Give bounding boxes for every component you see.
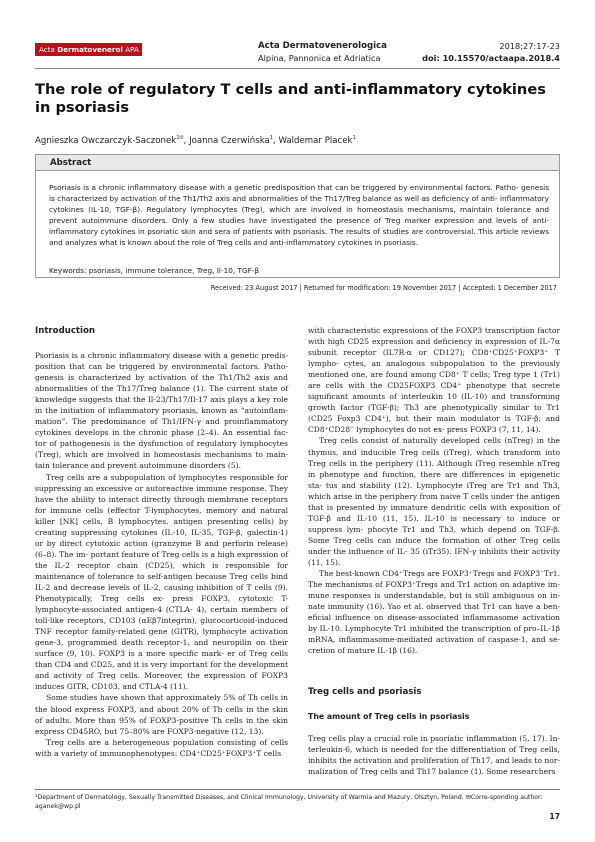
- author-name: Waldemar Placek: [278, 135, 353, 146]
- author-name: Joanna Czerwińska: [189, 135, 270, 146]
- logo-prefix: Acta: [39, 45, 58, 54]
- article-title: The role of regulatory T cells and anti-inflammatory cytokines in psoriasis: [35, 81, 546, 116]
- footnote-divider: [35, 789, 560, 790]
- paragraph: Treg cells are a subpopulation of lymphocytes responsible for suppressing an excessive or autoreactive immune response. They have the ability to interact directly through membrane receptors for immune cells (effector T-lymphocytes, memory and natural killer [NK] cells, B lymphocytes, antigen presenting cells) by creating suppressing cytokines (IL-10, IL-35, TGF-β, galectin-1) or by direct cytotoxic action (granzyme B and perforin release) (6–8). The im- portant feature of Treg cells is a high expression of the IL-2 receptor chain (CD25), which is responsible for maintenance of tolerance to self-antigen because Treg cells bind IL-2 and decrease levels of IL-2, causing inhibition of T cells (9). Phenotypically, Treg cells ex- press FOXP3, cytotoxic T-lymphocyte-associated antigen-4 (CTLA- 4), certain members of toll-like receptors, CD103 (αEβ7integrin), glucocorticoid-induced TNF receptor family-related gene (GITR), lymphocyte activation gene-3, programmed death receptor-1, and neuropilin on their surface (9, 10). FOXP3 is a more specific mark- er of Treg cells than CD4 and CD25, and it is very important for the development and activity of Treg cells. Moreover, the expression of FOXP3 induces GITR, CD103, and CTLA-4 (11).: [35, 472, 288, 692]
- doi-link[interactable]: doi: 10.15570/actaapa.2018.4: [422, 53, 560, 63]
- logo-suffix: APA: [122, 45, 139, 54]
- right-column-bottom: [308, 733, 560, 777]
- left-column: [35, 350, 288, 759]
- journal-name: Acta Dermatovenerologica: [258, 41, 387, 51]
- subsection-heading-amount: The amount of Treg cells in psoriasis: [308, 712, 470, 721]
- footnote: ¹Department of Dermatology, Sexually Transmitted Diseases, and Clinical Immunology, University of Warmia and Mazury, Olsztyn, Poland. ✉Corre-sponding author: aganek@wp.pl: [35, 794, 543, 810]
- section-heading-treg: Treg cells and psoriasis: [308, 687, 422, 697]
- paragraph: Treg cells play a crucial role in psoriatic inflammation (5, 17). In- terleukin-6, which is needed for the differentiation of Treg cells, inhibits the activation and proliferation of Th17, and leads to nor- malization of Treg cells and Th17 balance (1). Some researchers: [308, 734, 560, 777]
- section-heading-introduction: Introduction: [35, 326, 96, 336]
- paragraph: Some studies have shown that approximately 5% of Th cells in the blood express FOXP3, and about 20% of Th cells in the skin of adults. More than 95% of FOXP3-positive Th cells in the skin express CD45RO, but 75–80% are FOXP3-negative (12, 13).: [35, 693, 288, 736]
- paragraph: with characteristic expressions of the FOXP3 transcription factor with high CD25 expression and deficiency in expression of IL-7α subunit receptor (IL7R-α or CD127); CD8⁺CD25⁺FOXP3⁺ T lympho- cytes, an analogous subpopulation to the previously mentioned one, are found among CD8⁺ T cells; Treg type 1 (Tr1) are cells with the CD25FOXP3 CD4⁺ phenotype that secrete significant amounts of interleukin 10 (IL-10) and transforming growth factor (TGF-β); Th3 are phenotypically similar to Tr1 (CD25 Foxp3 CD4⁺), but their main modulator is TGF-β; and CD8⁺CD28⁻ lymphocytes do not ex- press FOXP3 (7, 11, 14).: [308, 326, 560, 435]
- keywords: Keywords: psoriasis, immune tolerance, Treg, Il-10, TGF-β: [49, 266, 260, 275]
- author-affiliation-marker: 1✉: [176, 135, 184, 141]
- abstract-text: Psoriasis is a chronic inflammatory disease with a genetic predisposition that can be triggered by environmental factors. Patho- genesis is characterized by activation of the Th1/Th2 axis and abnormalities of the Th17/Treg balance as well as deficiency of anti- inflammatory cytokines (IL-10, TGF-β). Regulatory lymphocytes (Treg), which are involved in homeostasis mechanisms, maintain tolerance and prevent autoimmune disorders. Only a few studies have investigated the presence of Treg marker expression and levels of anti-inflammatory cytokines in psoriatic skin and sera of patients with psoriasis. The results of studies are controversial. This article reviews and analyzes what is known about the role of Treg cells and anti-inflammatory cytokines in psoriasis.: [49, 183, 549, 248]
- journal-regions: Alpina, Pannonica et Adriatica: [258, 53, 381, 63]
- right-column: [308, 325, 560, 656]
- received-dates: Received: 23 August 2017 | Returned for modification: 19 November 2017 | Accepted: 1 December 2017: [210, 284, 557, 292]
- journal-logo: [35, 43, 142, 56]
- header-divider: [35, 68, 560, 69]
- author-affiliation-marker: 1: [269, 135, 273, 141]
- logo-bold: Dermatovenerol: [57, 45, 123, 54]
- paragraph: The best-known CD4⁺Tregs are FOXP3⁺Tregs and FOXP3⁻Tr1. The mechanisms of FOXP3⁺Tregs and Tr1 action on adaptive im- mune responses is understandable, but is still ambiguous on in- nate immunity (16). Yao et al. observed that Tr1 can have a ben- eficial influence on disease-associated inflammasome activation by IL-10. Lymphocyte Tr1 inhibited the transcription of pro–IL-1β mRNA, inflammasome-mediated activation of caspase-1, and se- cretion of mature IL-1β (16).: [308, 569, 560, 656]
- author-name: Agnieszka Owczarczyk-Saczonek: [35, 135, 177, 146]
- abstract-heading: Abstract: [35, 154, 560, 171]
- paragraph: Treg cells are a heterogeneous population consisting of cells with a variety of immunophenotypes: CD4⁺CD25⁺FOXP3⁺T cells: [35, 737, 288, 758]
- paragraph: Treg cells consist of naturally developed cells (nTreg) in the thymus, and inducible Treg cells (iTreg), which transform into Treg cells in the periphery (11). Although iTreg resemble nTreg in phenotype and function, there are differences in epigenetic sta- tus and stability (12). Lymphocyte iTreg are Tr1 and Th3, which arise in the periphery from naive T cells under the antigen that is presented by immature dendritic cells with exposition of TGF-β and IL-10 (11, 15). IL-10 is necessary to induce or suppress lym- phocyte Tr1 and Th3, which depend on TGF-β. Some Treg cells can induce the formation of other Treg cells under the influence of IL- 35 (iTr35). IFN-γ inhibits their activity (11, 15).: [308, 436, 560, 567]
- author-list: Agnieszka Owczarczyk-Saczonek$^{1✉}$, Joanna Czerwińska$^1$, Waldemar Placek$^1$: [35, 135, 356, 146]
- author-affiliation-marker: 1: [352, 135, 356, 141]
- paragraph: Psoriasis is a chronic inflammatory disease with a genetic predis- position that can be triggered by environmental factors. Patho- genesis is characterized by activation of the Th1/Th2 axis and abnormalities of the Th17/Treg balance (1). The current state of knowledge suggests that the Il-23/Th17/Il-17 axis plays a key role in the initiation of inflammatory psoriasis, known as “autoinflam- mation”. The predominance of Th1/IFN-γ and proinflammatory cytokines develops in the chronic phase (2–4). An essential fac- tor of pathogenesis is the dysfunction of regulatory lymphocytes (Treg), which are involved in homeostasis mechanisms to main- tain tolerance and prevent autoimmune disorders (5).: [35, 351, 288, 471]
- citation: 2018;27:17-23: [499, 41, 560, 51]
- page-number: 17: [549, 812, 560, 821]
